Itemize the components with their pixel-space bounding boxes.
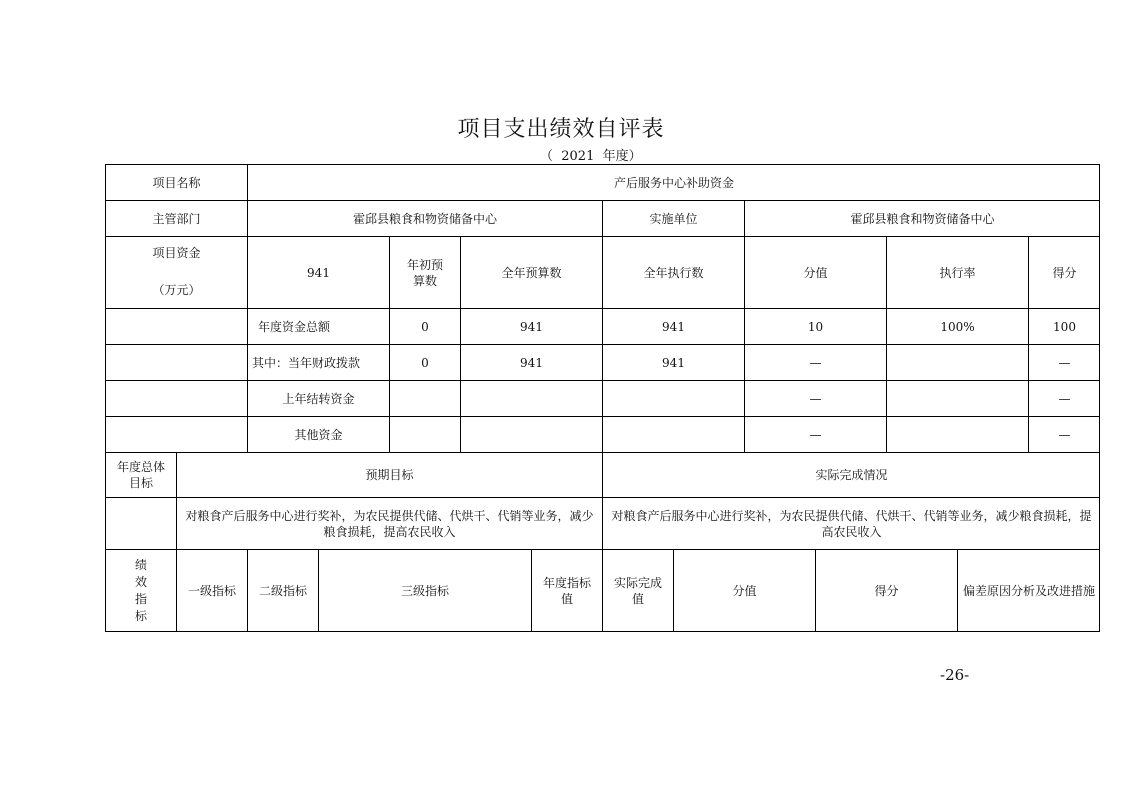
document-title: 项目支出绩效自评表 <box>457 117 665 142</box>
col-level2: 二级指标 <box>247 549 318 632</box>
funds-row-score: — <box>1028 416 1100 452</box>
col-executed: 全年执行数 <box>602 236 744 308</box>
funds-row-initial <box>389 416 460 452</box>
funds-row-annual <box>460 416 602 452</box>
funds-row-blank <box>105 344 247 380</box>
col-annual-target: 年度指标值 <box>531 549 602 632</box>
project-name-label: 项目名称 <box>105 164 247 200</box>
funds-row-score-value: 10 <box>744 308 886 344</box>
funds-row-exec-rate <box>886 416 1028 452</box>
funds-label <box>105 236 247 308</box>
funds-row-initial <box>389 380 460 416</box>
performance-table <box>105 164 1100 632</box>
goals-expected-header: 预期目标 <box>176 452 602 497</box>
col-exec-rate: 执行率 <box>886 236 1028 308</box>
funds-row-score-value: — <box>744 344 886 380</box>
funds-row-score-value: — <box>744 416 886 452</box>
indicators-label-char: 绩 <box>134 558 147 572</box>
funds-row-annual: 941 <box>460 344 602 380</box>
col-score-ind: 得分 <box>815 549 957 632</box>
funds-row-exec-rate: 100% <box>886 308 1028 344</box>
goals-row-blank <box>105 497 176 549</box>
funds-row-label: 年度资金总额 <box>247 308 389 344</box>
project-name-value: 产后服务中心补助资金 <box>247 164 1100 200</box>
goals-actual-text: 对粮食产后服务中心进行奖补，为农民提供代储、代烘干、代销等业务，减少粮食损耗，提高农民收入 <box>602 497 1100 549</box>
funds-row-annual <box>460 380 602 416</box>
funds-row-executed: 941 <box>602 344 744 380</box>
year-line: （ 2021 年度） <box>540 149 642 164</box>
impl-value: 霍邱县粮食和物资储备中心 <box>744 200 1100 236</box>
indicators-label <box>105 549 176 632</box>
col-annual-budget: 全年预算数 <box>460 236 602 308</box>
funds-row-executed: 941 <box>602 308 744 344</box>
funds-row-blank <box>105 308 247 344</box>
col-initial-budget: 年初预算数 <box>389 236 460 308</box>
funds-row-score: — <box>1028 380 1100 416</box>
goals-expected-text: 对粮食产后服务中心进行奖补，为农民提供代储、代烘干、代销等业务，减少粮食损耗，提高农民收入 <box>176 497 602 549</box>
table-border-left <box>105 164 106 632</box>
indicators-label-char: 指 <box>134 592 147 606</box>
funds-row-annual: 941 <box>460 308 602 344</box>
funds-row-exec-rate <box>886 380 1028 416</box>
funds-row-executed <box>602 416 744 452</box>
funds-row-label: 其他资金 <box>247 416 389 452</box>
col-deviation: 偏差原因分析及改进措施 <box>957 549 1100 632</box>
funds-row-score: 100 <box>1028 308 1100 344</box>
table-border-top <box>105 164 1100 165</box>
funds-label-line2: （万元） <box>152 283 201 297</box>
funds-amount: 941 <box>247 236 389 308</box>
funds-row-label: 其中：当年财政拨款 <box>247 344 389 380</box>
funds-row-blank <box>105 416 247 452</box>
col-score: 得分 <box>1028 236 1100 308</box>
table-border-bottom <box>105 631 1100 632</box>
indicators-label-char: 效 <box>134 575 147 589</box>
col-score-value-ind: 分值 <box>673 549 815 632</box>
page-number: -26- <box>940 666 970 684</box>
impl-label: 实施单位 <box>602 200 744 236</box>
funds-row-executed <box>602 380 744 416</box>
col-score-value: 分值 <box>744 236 886 308</box>
goals-label: 年度总体目标 <box>105 452 176 497</box>
indicators-label-char: 标 <box>134 609 147 623</box>
funds-row-label: 上年结转资金 <box>247 380 389 416</box>
goals-actual-header: 实际完成情况 <box>602 452 1100 497</box>
funds-row-score: — <box>1028 344 1100 380</box>
funds-row-initial: 0 <box>389 308 460 344</box>
funds-label-line1: 项目资金 <box>152 246 201 260</box>
col-level3: 三级指标 <box>318 549 531 632</box>
funds-row-blank <box>105 380 247 416</box>
dept-value: 霍邱县粮食和物资储备中心 <box>247 200 602 236</box>
funds-row-exec-rate <box>886 344 1028 380</box>
funds-row-initial: 0 <box>389 344 460 380</box>
funds-row-score-value: — <box>744 380 886 416</box>
dept-label: 主管部门 <box>105 200 247 236</box>
col-actual-value: 实际完成值 <box>602 549 673 632</box>
col-level1: 一级指标 <box>176 549 247 632</box>
table-border-right <box>1099 164 1100 632</box>
